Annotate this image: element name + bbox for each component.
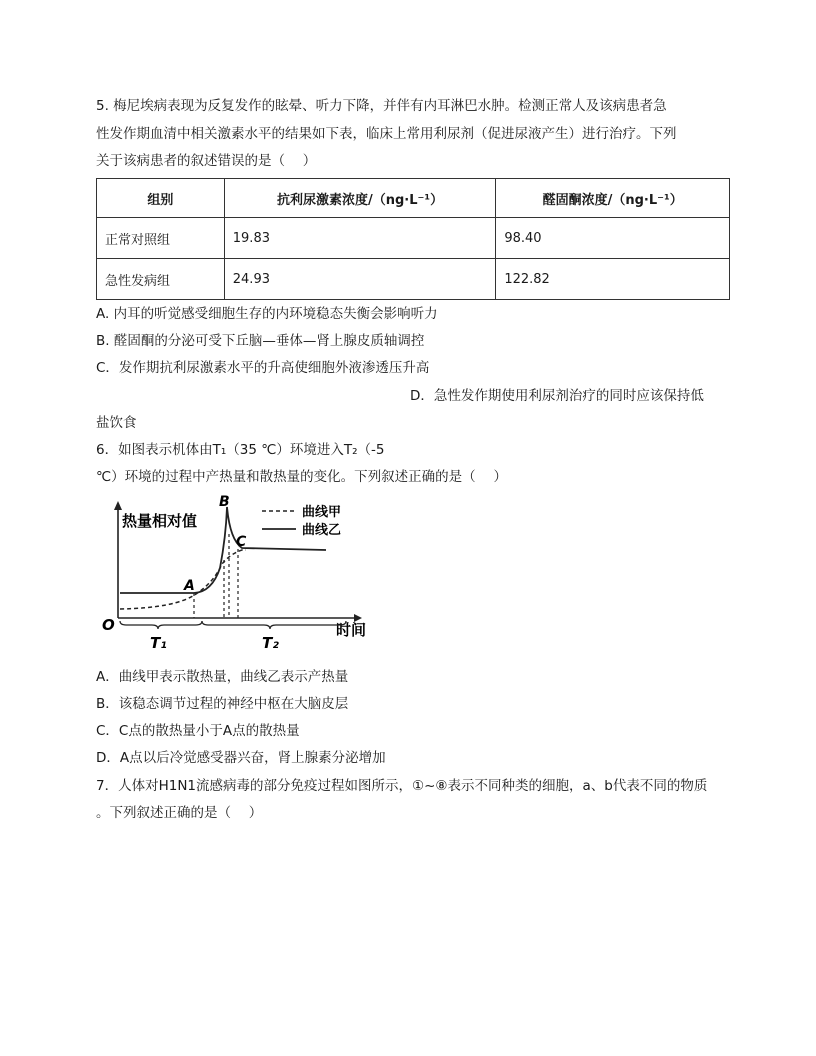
q7-stem-line-1: 7．人体对H1N1流感病毒的部分免疫过程如图所示，①~⑧表示不同种类的细胞，a、b代表不同的物质 <box>96 778 708 794</box>
t1-label: T₁ <box>150 634 167 652</box>
t2-label: T₂ <box>262 634 279 652</box>
q5-stem-line-2: 性发作期血清中相关激素水平的结果如下表，临床上常用利尿剂（促进尿液产生）进行治疗。下列 <box>96 126 677 142</box>
table-header-row <box>97 179 730 218</box>
q6-option-c: C．C点的散热量小于A点的散热量 <box>96 723 300 739</box>
table-header-cell: 抗利尿激素浓度/（ng·L⁻¹） <box>224 179 496 218</box>
table-cell: 24.93 <box>224 259 496 300</box>
q5-option-a: A. 内耳的听觉感受细胞生存的内环境稳态失衡会影响听力 <box>96 306 438 322</box>
table-cell: 122.82 <box>496 259 730 300</box>
table-cell: 19.83 <box>224 218 496 259</box>
q6-stem-line-1: 6．如图表示机体由T₁（35 ℃）环境进入T₂（-5 <box>96 442 385 458</box>
table-header-cell: 醛固酮浓度/（ng·L⁻¹） <box>496 179 730 218</box>
q5-option-d: D．急性发作期使用利尿剂治疗的同时应该保持低 <box>410 388 704 404</box>
legend-curve-yi: 曲线乙 <box>302 523 342 538</box>
table-row <box>97 218 730 259</box>
table-cell: 急性发病组 <box>97 259 225 300</box>
t1-brace <box>120 621 202 629</box>
q6-option-d: D．A点以后冷觉感受器兴奋，肾上腺素分泌增加 <box>96 750 386 766</box>
y-axis-label: 热量相对值 <box>122 512 198 530</box>
q5-option-b: B. 醛固酮的分泌可受下丘脑—垂体—肾上腺皮质轴调控 <box>96 333 425 349</box>
hormone-table <box>96 178 730 300</box>
q6-option-a: A．曲线甲表示散热量，曲线乙表示产热量 <box>96 669 349 685</box>
t2-brace <box>202 621 346 629</box>
q6-stem-line-2: ℃）环境的过程中产热量和散热量的变化。下列叙述正确的是（ ） <box>96 469 507 485</box>
table-header-cell: 组别 <box>97 179 225 218</box>
origin-label: O <box>102 616 115 634</box>
q5-option-c: C．发作期抗利尿激素水平的升高使细胞外液渗透压升高 <box>96 360 430 376</box>
q5-stem-line-3: 关于该病患者的叙述错误的是（ ） <box>96 153 317 169</box>
table-cell: 正常对照组 <box>97 218 225 259</box>
q5-stem-line-1: 5. 梅尼埃病表现为反复发作的眩晕、听力下降，并伴有内耳淋巴水肿。检测正常人及该病患者急 <box>96 98 667 114</box>
table-cell: 98.40 <box>496 218 730 259</box>
point-b-label: B <box>219 494 230 510</box>
y-axis-arrow-icon <box>114 501 122 510</box>
x-axis-label: 时间 <box>336 621 367 639</box>
curve-jia <box>120 550 246 609</box>
q7-stem-line-2: 。下列叙述正确的是（ ） <box>96 805 263 821</box>
heat-curve-graph <box>96 494 376 658</box>
q6-option-b: B．该稳态调节过程的神经中枢在大脑皮层 <box>96 696 349 712</box>
point-a-label: A <box>184 578 195 594</box>
q5-option-d-continued: 盐饮食 <box>96 415 137 431</box>
legend-curve-jia: 曲线甲 <box>302 505 342 520</box>
point-c-label: C <box>236 534 247 550</box>
table-row <box>97 259 730 300</box>
